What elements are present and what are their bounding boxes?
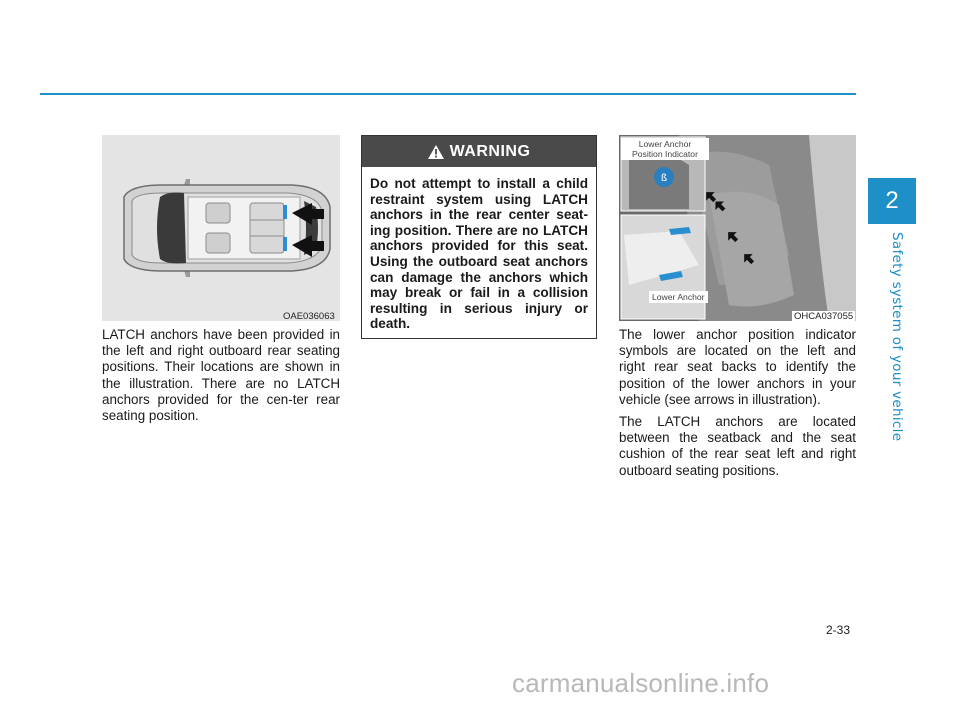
callout-anchor (649, 291, 708, 303)
left-paragraph: LATCH anchors have been provided in the left and right outboard rear seating positions. Their locations are shown in the illustration. There are no LATCH anchors provided for the cen-ter rear seating position. (102, 327, 340, 424)
warning-box (361, 135, 597, 339)
car-top-view-figure (102, 135, 340, 321)
callout-indicator (621, 138, 709, 160)
left-body-text (102, 327, 340, 430)
page-number: 2-33 (826, 623, 851, 637)
warning-header (362, 136, 596, 167)
svg-text:ß: ß (660, 173, 668, 184)
header-rule (40, 93, 856, 95)
warning-triangle-icon (428, 145, 444, 159)
figure-code-right: OHCA037055 (794, 311, 854, 322)
callout-indicator-text: Lower Anchor Position Indicator (632, 139, 698, 159)
right-paragraph-1: The lower anchor position indicator symbols are located on the left and right rear seat backs to identify the position of the lower anchors in your vehicle (see arrows in illustration). (619, 327, 856, 407)
chapter-title: Safety system of your vehicle (889, 232, 905, 442)
watermark: carmanualsonline.info (512, 668, 770, 698)
warning-title: WARNING (449, 142, 531, 160)
car-top-view-illustration (102, 135, 340, 321)
chapter-number-tab[interactable]: 2 (868, 178, 916, 224)
right-body-text (619, 327, 856, 485)
callout-anchor-text: Lower Anchor (652, 292, 705, 302)
warning-text: Do not attempt to install a child restraint system using LATCH anchors in the rear center seat-ing position. There are no LATCH anchors provided for this seat. Using the outboard seat anchors can damage the anchors which may break or fail in a collision resulting in serious injury or death. (370, 176, 588, 332)
figure-code-left: OAE036063 (283, 311, 335, 322)
right-paragraph-2: The LATCH anchors are located between the seatback and the seat cushion of the rear seat left and right outboard seating positions. (619, 414, 856, 478)
